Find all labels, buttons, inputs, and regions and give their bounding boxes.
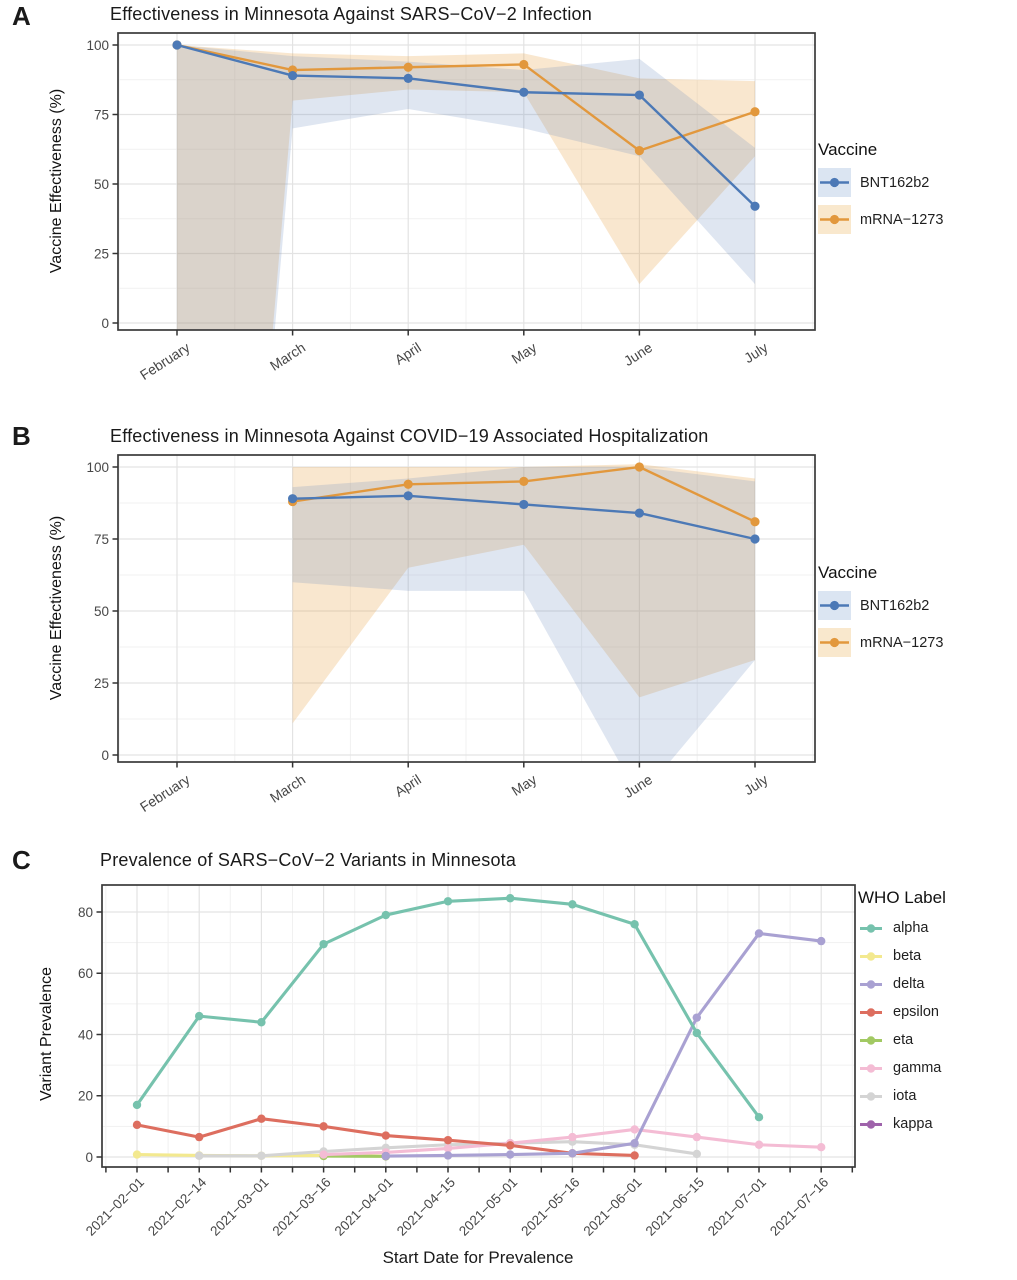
- y-tick-label: 0: [101, 747, 109, 763]
- x-tick-label: 2021−06−01: [580, 1174, 645, 1239]
- data-point: [630, 920, 638, 928]
- data-point: [257, 1115, 265, 1123]
- legend-key-icon: [858, 949, 884, 964]
- x-tick-labels: [137, 339, 771, 383]
- data-point: [506, 1141, 514, 1149]
- panel-c-title: Prevalence of SARS−CoV−2 Variants in Minnesota: [100, 850, 517, 870]
- x-tick-label: April: [391, 339, 424, 368]
- legend-label: alpha: [893, 920, 929, 936]
- data-point: [382, 1131, 390, 1139]
- x-tick-label: 2021−07−16: [767, 1174, 832, 1239]
- data-point: [755, 929, 763, 937]
- y-tick-labels: [78, 905, 93, 1165]
- legend-label: kappa: [893, 1116, 933, 1132]
- plot-border: [102, 885, 855, 1167]
- legend-label: beta: [893, 948, 922, 964]
- x-tick-label: February: [136, 771, 193, 816]
- data-point: [404, 63, 413, 72]
- panel-b-legend: [818, 563, 943, 657]
- x-tick-label: 2021−04−01: [331, 1174, 396, 1239]
- x-tick-label: April: [391, 771, 424, 800]
- panel-b-title: Effectiveness in Minnesota Against COVID−19 Associated Hospitalization: [110, 426, 709, 446]
- data-point: [693, 1013, 701, 1021]
- data-point: [133, 1150, 141, 1158]
- x-tick-label: June: [620, 771, 656, 802]
- legend-entry-delta: [858, 976, 946, 992]
- data-point: [519, 88, 528, 97]
- x-tick-labels: [137, 771, 771, 815]
- data-point: [319, 1150, 327, 1158]
- y-tick-label: 75: [93, 107, 109, 123]
- data-point: [444, 897, 452, 905]
- data-point: [635, 146, 644, 155]
- data-point: [195, 1012, 203, 1020]
- legend-entry-alpha: [858, 920, 946, 936]
- data-point: [817, 937, 825, 945]
- data-point: [319, 940, 327, 948]
- legend-entry-kappa: [858, 1116, 946, 1132]
- data-point: [444, 1151, 452, 1159]
- panel-a-letter: A: [12, 1, 31, 31]
- data-point: [172, 40, 181, 49]
- data-point: [288, 71, 297, 80]
- data-point: [630, 1125, 638, 1133]
- legend-label: iota: [893, 1088, 917, 1104]
- x-tick-label: 2021−03−01: [207, 1174, 272, 1239]
- legend-label: BNT162b2: [860, 597, 930, 614]
- x-tick-label: March: [266, 339, 309, 374]
- data-point: [404, 491, 413, 500]
- data-point: [444, 1136, 452, 1144]
- legend-entry-eta: [858, 1032, 946, 1048]
- y-tick-labels: [86, 460, 109, 763]
- y-tick-label: 100: [86, 37, 109, 53]
- minor-gridlines: [102, 885, 855, 1167]
- data-point: [750, 534, 759, 543]
- legend-entry-mrna-1273: [818, 628, 943, 657]
- data-point: [630, 1151, 638, 1159]
- legend-key-icon: [818, 205, 851, 234]
- data-point: [568, 1133, 576, 1141]
- legend-key-icon: [818, 591, 851, 620]
- x-tick-label: May: [508, 771, 540, 799]
- data-point: [519, 500, 528, 509]
- data-point: [506, 894, 514, 902]
- y-tick-label: 50: [93, 603, 109, 619]
- data-point: [195, 1152, 203, 1160]
- legend-key-icon: [858, 1089, 884, 1104]
- x-tick-label: 2021−02−14: [145, 1174, 210, 1239]
- data-point: [755, 1113, 763, 1121]
- data-point: [693, 1029, 701, 1037]
- legend-entry-bnt162b2: [818, 168, 943, 197]
- panel-c-x-axis-title: Start Date for Prevalence: [382, 1248, 574, 1267]
- y-tick-label: 25: [93, 675, 109, 691]
- x-tick-label: 2021−02−01: [82, 1174, 148, 1239]
- data-point: [404, 480, 413, 489]
- legend-entry-gamma: [858, 1060, 946, 1076]
- y-tick-label: 75: [93, 531, 109, 547]
- data-point: [750, 107, 759, 116]
- y-tick-label: 100: [86, 459, 109, 475]
- legend-key-icon: [858, 921, 884, 936]
- x-tick-labels: [83, 1174, 831, 1239]
- legend-title: Vaccine: [818, 563, 878, 582]
- y-tick-label: 20: [77, 1088, 93, 1104]
- data-point: [817, 1143, 825, 1151]
- data-point: [635, 462, 644, 471]
- data-point: [750, 202, 759, 211]
- legend-label: gamma: [893, 1060, 942, 1076]
- data-point: [257, 1018, 265, 1026]
- legend-entry-epsilon: [858, 1004, 946, 1020]
- x-tick-label: July: [741, 771, 771, 799]
- data-point: [519, 60, 528, 69]
- panel-b-y-axis-title: Vaccine Effectiveness (%): [48, 515, 65, 701]
- y-tick-label: 50: [93, 176, 109, 192]
- y-tick-labels: [86, 38, 109, 331]
- legend-key-icon: [858, 1061, 884, 1076]
- data-point: [382, 1152, 390, 1160]
- legend-label: BNT162b2: [860, 174, 930, 191]
- data-point: [133, 1121, 141, 1129]
- x-tick-label: 2021−07−01: [704, 1174, 770, 1239]
- data-point: [568, 900, 576, 908]
- legend-label: mRNA−1273: [860, 211, 944, 228]
- x-tick-label: June: [620, 339, 656, 370]
- legend-entry-bnt162b2: [818, 591, 943, 620]
- x-tick-label: 2021−05−01: [456, 1174, 521, 1239]
- major-gridlines: [102, 885, 855, 1167]
- panel-c-letter: C: [12, 845, 31, 875]
- legend-entry-mrna-1273: [818, 205, 943, 234]
- panel-c-legend: [858, 888, 946, 1132]
- x-tick-label: 2021−05−16: [518, 1174, 583, 1239]
- legend-key-icon: [858, 977, 884, 992]
- legend-label: delta: [893, 976, 925, 992]
- data-point: [319, 1122, 327, 1130]
- data-point: [288, 494, 297, 503]
- data-point: [693, 1150, 701, 1158]
- data-point: [404, 74, 413, 83]
- data-point: [635, 508, 644, 517]
- data-point: [635, 90, 644, 99]
- data-point: [195, 1133, 203, 1141]
- legend-key-icon: [818, 168, 851, 197]
- x-tick-label: 2021−06−15: [642, 1174, 707, 1239]
- legend-label: eta: [893, 1032, 914, 1048]
- data-point: [630, 1139, 638, 1147]
- x-tick-label: February: [136, 339, 193, 384]
- data-point: [382, 911, 390, 919]
- legend-key-icon: [858, 1033, 884, 1048]
- panel-b-letter: B: [12, 421, 31, 451]
- legend-title: Vaccine: [818, 140, 878, 159]
- legend-key-icon: [858, 1005, 884, 1020]
- legend-label: mRNA−1273: [860, 634, 944, 651]
- data-point: [133, 1101, 141, 1109]
- panel-c-y-axis-title: Variant Prevalence: [38, 967, 55, 1101]
- data-point: [506, 1150, 514, 1158]
- legend-entry-iota: [858, 1088, 946, 1104]
- legend-entry-beta: [858, 948, 946, 964]
- data-point: [519, 477, 528, 486]
- data-point: [750, 517, 759, 526]
- x-tick-label: 2021−04−15: [393, 1174, 459, 1239]
- legend-label: epsilon: [893, 1004, 939, 1020]
- x-tick-label: May: [508, 339, 540, 367]
- y-tick-label: 60: [77, 966, 93, 982]
- legend-key-icon: [858, 1117, 884, 1132]
- y-tick-label: 0: [85, 1149, 93, 1165]
- x-tick-label: 2021−03−16: [269, 1174, 334, 1239]
- panel-a-y-axis-title: Vaccine Effectiveness (%): [48, 88, 65, 274]
- data-point: [568, 1149, 576, 1157]
- data-point: [257, 1152, 265, 1160]
- x-tick-label: July: [741, 339, 771, 367]
- y-tick-label: 25: [93, 246, 109, 262]
- panel-a-legend: [818, 140, 943, 234]
- y-tick-label: 0: [101, 315, 109, 331]
- y-tick-label: 80: [77, 904, 93, 920]
- panel-a-title: Effectiveness in Minnesota Against SARS−CoV−2 Infection: [110, 4, 592, 24]
- legend-title: WHO Label: [858, 888, 946, 907]
- legend-key-icon: [818, 628, 851, 657]
- data-point: [755, 1141, 763, 1149]
- x-tick-label: March: [266, 771, 309, 806]
- data-point: [693, 1133, 701, 1141]
- y-tick-label: 40: [77, 1027, 93, 1043]
